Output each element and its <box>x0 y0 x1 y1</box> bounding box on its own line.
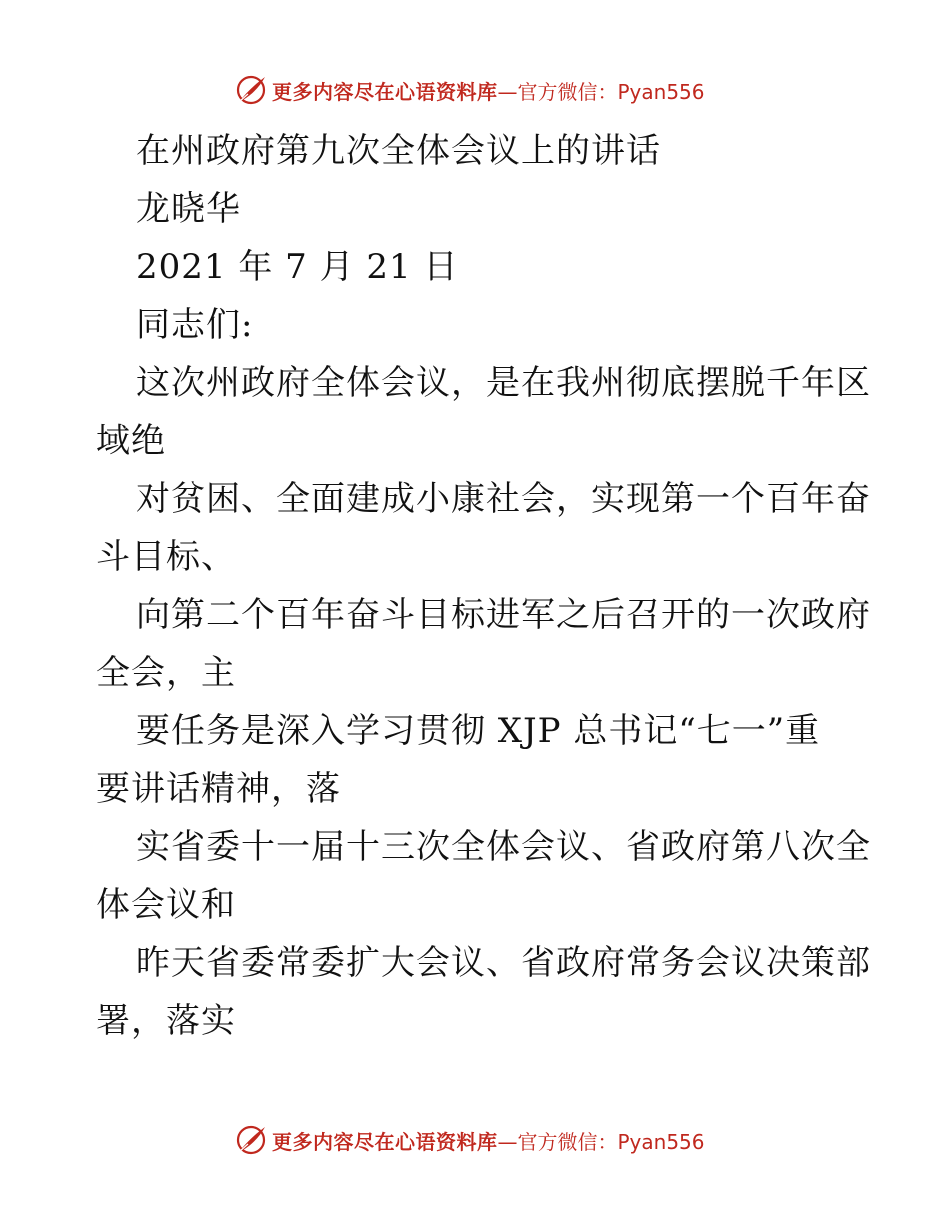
paragraph-line: 实省委十一届十三次全体会议、省政府第八次全 <box>136 827 871 867</box>
paragraph-line: 全会，主 <box>96 653 236 693</box>
document-date: 2021 年 7 月 21 日 <box>136 247 459 287</box>
quill-logo-icon <box>234 1123 268 1157</box>
paragraph-line: 向第二个百年奋斗目标进军之后召开的一次政府 <box>136 595 871 635</box>
paragraph-line: 要任务是深入学习贯彻 XJP 总书记“七一”重 <box>136 711 821 751</box>
watermark-sub-text: —官方微信：Pyan556 <box>497 79 705 104</box>
document-body <box>96 122 871 1050</box>
quill-logo-icon <box>234 73 268 107</box>
paragraph-line: 署，落实 <box>96 1001 236 1041</box>
paragraph-line: 域绝 <box>96 421 166 461</box>
document-title: 在州政府第九次全体会议上的讲话 <box>136 131 661 171</box>
document-salutation: 同志们: <box>136 305 254 345</box>
header-watermark <box>234 72 705 108</box>
paragraph-line: 昨天省委常委扩大会议、省政府常务会议决策部 <box>136 943 871 983</box>
paragraph-line: 体会议和 <box>96 885 236 925</box>
paragraph-line: 对贫困、全面建成小康社会，实现第一个百年奋 <box>136 479 871 519</box>
paragraph-line: 要讲话精神，落 <box>96 769 341 809</box>
watermark-main-text: 更多内容尽在心语资料库 <box>272 79 498 104</box>
paragraph-line: 斗目标、 <box>96 537 236 577</box>
footer-watermark <box>234 1122 705 1158</box>
watermark-sub-text: —官方微信：Pyan556 <box>497 1129 705 1154</box>
paragraph-line: 这次州政府全体会议，是在我州彻底摆脱千年区 <box>136 363 871 403</box>
document-author: 龙晓华 <box>136 189 241 229</box>
watermark-main-text: 更多内容尽在心语资料库 <box>272 1129 498 1154</box>
